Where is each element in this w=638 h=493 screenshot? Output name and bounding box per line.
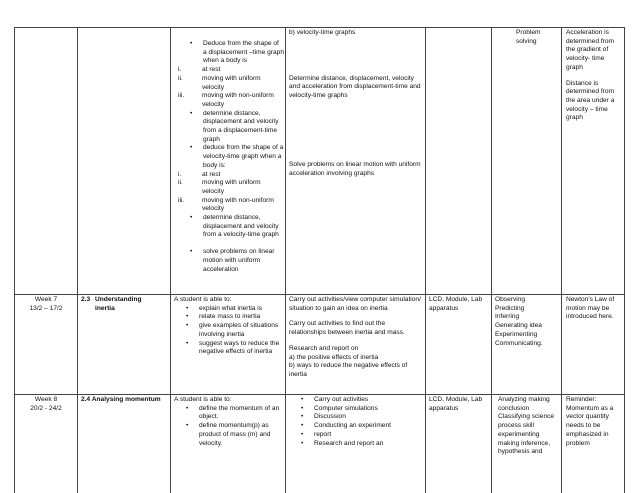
bullet-icon: • [186, 339, 189, 347]
row3-objectives [174, 396, 284, 492]
row1-activities [289, 29, 423, 293]
row3-notes: Reminder: Momentum as a vector quantity needs to be emphasized in problem [566, 396, 614, 447]
objectives-intro: A student is able to: [174, 296, 232, 303]
bullet-icon: • [301, 404, 304, 412]
row3-topic [81, 396, 169, 405]
bullet-icon: • [301, 413, 304, 421]
row2-notes: Newton's Law of motion may be introduced here. [566, 296, 615, 321]
topic-title: Understanding inertia [95, 296, 142, 312]
objective-item: • suggest ways to reduce the negative effects of inertia [186, 339, 280, 356]
skill-item: Inferring [495, 313, 520, 321]
objective-item: • explain what inertia is [186, 304, 263, 312]
activity-item: • report [301, 430, 332, 438]
activity-text: a) the positive effects of inertia [289, 353, 379, 361]
objective-subitem: ii. moving with uniform velocity [178, 179, 261, 195]
bullet-icon: • [301, 439, 304, 447]
bullet-icon: • [186, 313, 189, 321]
week-label: Week 8 [34, 396, 58, 403]
activity-item: • Conducting an experiment [301, 422, 391, 430]
column-divider [170, 27, 171, 493]
objective-item: • deduce from the shape of a velocity-time graph when a body is: [190, 144, 284, 169]
row2-resources: LCD, Module, Lab apparatus [429, 296, 483, 312]
objective-item: • define the momentum of an object. [186, 404, 280, 421]
objective-item: • give examples of situations involving inertia [186, 322, 279, 338]
column-divider [425, 27, 426, 493]
bullet-icon: • [190, 248, 193, 256]
row1-objectives [178, 40, 284, 294]
row1-notes [566, 29, 622, 293]
bullet-icon: • [186, 422, 189, 430]
bullet-icon: • [186, 404, 189, 412]
bullet-icon: • [186, 304, 189, 312]
activity-item: • Research and report an [301, 439, 384, 447]
objective-item: • solve problems on linear motion with uniform acceleration [190, 248, 275, 273]
row2-topic [81, 296, 169, 313]
row3-skills: Analyzing making conclusion Classifying science process skill experimenting making inference, hypothesis and [498, 396, 555, 456]
note-text: Distance is determined from the area under a velocity – time graph [566, 79, 615, 122]
bullet-icon: • [301, 430, 304, 438]
row2-activities [289, 296, 423, 393]
column-divider [14, 27, 15, 493]
bullet-icon: • [190, 109, 193, 117]
objective-subitem: i. at rest [178, 66, 221, 74]
skill-item: Predicting [495, 304, 525, 312]
activity-item: • Computer simulations [301, 404, 378, 412]
objectives-intro: A student is able to: [174, 396, 232, 403]
activity-text: Carry out activities/view computer simulation/ situation to gain an idea on inertia [289, 296, 421, 312]
skill-item: Observing [495, 296, 526, 303]
note-text: Acceleration is determined from the gradient of velocity- time graph [566, 29, 615, 71]
topic-number: 2.3 [81, 296, 91, 303]
objective-subitem: iii. moving with non-uniform velocity [178, 196, 274, 213]
objective-subitem: iii. moving with non-uniform velocity [178, 92, 274, 108]
column-divider [624, 27, 625, 493]
row-divider [14, 294, 624, 295]
row1-skills: Problem solving [516, 29, 541, 45]
objective-item: • determine distance, displacement and velocity from a displacement-time graph [190, 109, 279, 143]
column-divider [77, 27, 78, 493]
column-divider [285, 27, 286, 493]
table-top-border [14, 27, 624, 28]
week-dates: 20/2 - 24/2 [30, 404, 62, 412]
activity-item: • Discussion [301, 413, 346, 421]
objective-item: • define momentum(p) as product of mass (m) and velocity. [186, 422, 271, 447]
activity-text: b) ways to reduce the negative effects of inertia [289, 362, 408, 378]
objective-subitem: ii. moving with uniform velocity [178, 74, 261, 91]
bullet-icon: • [301, 422, 304, 430]
skill-item: Generating idea [495, 322, 542, 330]
skill-item: Experimenting [495, 330, 538, 338]
row3-activities [289, 396, 423, 492]
activity-item: • Carry out activities [301, 396, 369, 403]
activity-text: b) velocity-time graphs [289, 29, 356, 36]
row-divider [14, 394, 624, 395]
row2-skills [495, 296, 559, 348]
bullet-icon: • [301, 396, 304, 403]
topic-number: 2.4 [81, 396, 91, 403]
row3-resources: LCD, Module, Lab apparatus [429, 396, 483, 412]
objective-subitem: i. at rest [178, 170, 221, 178]
row3-week [15, 396, 77, 413]
objective-item: • determine distance, displacement and velocity from a velocity-time graph [190, 214, 279, 239]
activity-text: Research and report on [289, 344, 359, 352]
topic-title: Analysing momentum [91, 396, 161, 403]
objective-item: • Deduce from the shape of a displacement –time graph when a body is [190, 40, 284, 65]
bullet-icon: • [186, 322, 189, 330]
bullet-icon: • [190, 214, 193, 222]
activity-text: Solve problems on linear motion with uniform acceleration involving graphs [289, 160, 421, 177]
week-label: Week 7 [34, 296, 58, 303]
objective-item: • relate mass to inertia [186, 313, 261, 321]
row2-objectives [174, 296, 284, 393]
bullet-icon: • [190, 40, 193, 47]
column-divider [491, 27, 492, 493]
week-dates: 13/2 – 17/2 [29, 304, 63, 312]
bullet-icon: • [190, 144, 193, 152]
activity-text: Determine distance, displacement, velocity and acceleration from displacement-time and velocity-time graphs [289, 74, 421, 100]
column-divider [561, 27, 562, 493]
row2-week [15, 296, 77, 313]
activity-text: Carry out activities to find out the relationships between inertia and mass. [289, 320, 405, 337]
skill-item: Communicating. [495, 339, 543, 347]
